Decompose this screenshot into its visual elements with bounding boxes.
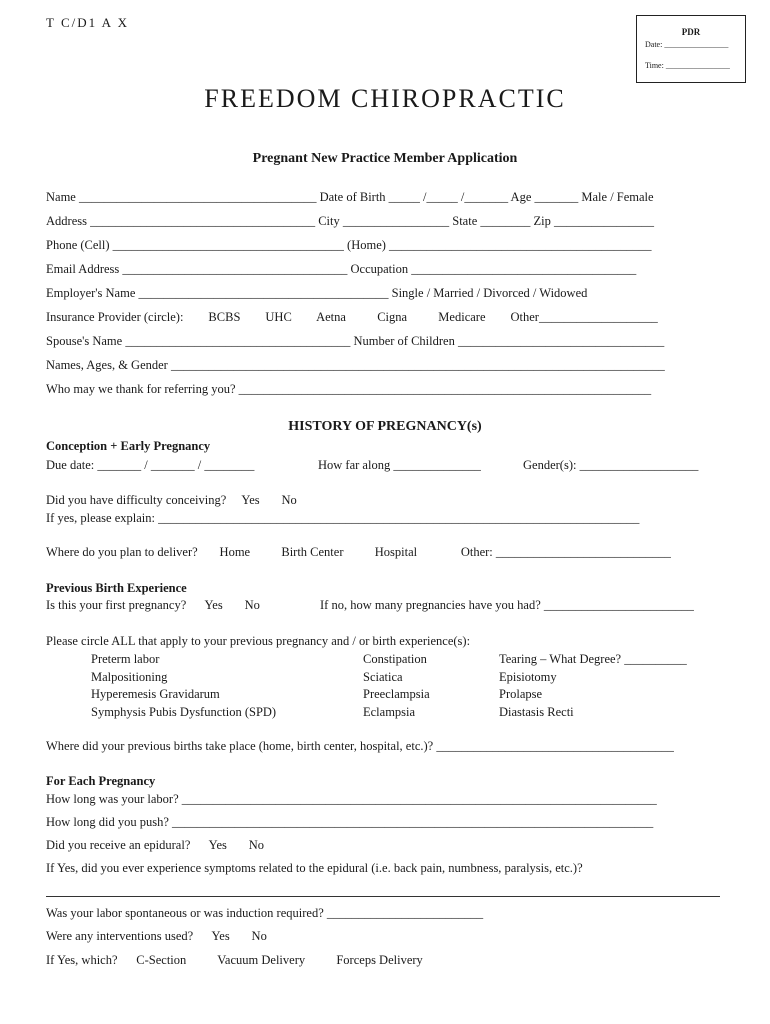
- condition-option[interactable]: Tearing – What Degree? __________: [499, 652, 687, 666]
- employer-marital-field[interactable]: Employer's Name ________________________________________ Single / Married / Divorced / Widowed: [46, 286, 588, 300]
- condition-option[interactable]: Eclampsia: [363, 705, 416, 719]
- pdr-title: PDR: [681, 27, 701, 37]
- pregnancy-count-field[interactable]: If no, how many pregnancies have you had? ________________________: [320, 598, 694, 612]
- address-field[interactable]: Address ____________________________________ City _________________ State ________ Zip ________________: [46, 214, 654, 228]
- form-code: T C/D1 A X: [46, 15, 129, 30]
- clinic-name: FREEDOM CHIROPRACTIC: [204, 84, 566, 113]
- condition-option[interactable]: Constipation: [363, 652, 427, 666]
- pdr-time-field[interactable]: Time: ________________: [645, 61, 730, 70]
- first-pregnancy-question[interactable]: Is this your first pregnancy? Yes No: [46, 598, 260, 612]
- condition-option[interactable]: Diastasis Recti: [499, 705, 574, 719]
- epidural-symptoms-answer-line[interactable]: [46, 896, 720, 897]
- how-far-along-field[interactable]: How far along ______________: [318, 458, 481, 472]
- epidural-question[interactable]: Did you receive an epidural? Yes No: [46, 838, 265, 852]
- name-dob-age-sex-field[interactable]: Name ______________________________________ Date of Birth _____ /_____ /_______ Age _______ Male / Female: [46, 190, 654, 204]
- intervention-type-question[interactable]: If Yes, which? C-Section Vacuum Delivery Forceps Delivery: [46, 953, 423, 967]
- push-length-field[interactable]: How long did you push? _____________________________________________________________________________: [46, 815, 654, 829]
- children-details-field[interactable]: Names, Ages, & Gender _______________________________________________________________________________: [46, 358, 665, 372]
- condition-option[interactable]: Hyperemesis Gravidarum: [91, 687, 220, 701]
- pdr-date-field[interactable]: Date: ________________: [645, 40, 729, 49]
- difficulty-conceiving-question[interactable]: Did you have difficulty conceiving? Yes No: [46, 493, 297, 507]
- each-pregnancy-heading: For Each Pregnancy: [46, 774, 156, 788]
- phone-field[interactable]: Phone (Cell) _____________________________________ (Home) __________________________________________: [46, 238, 652, 252]
- labor-spontaneous-field[interactable]: Was your labor spontaneous or was induction required? _________________________: [46, 906, 484, 920]
- referral-field[interactable]: Who may we thank for referring you? __________________________________________________________________: [46, 382, 652, 396]
- previous-birth-heading: Previous Birth Experience: [46, 581, 187, 595]
- gender-field[interactable]: Gender(s): ___________________: [523, 458, 699, 472]
- pdr-box: [636, 15, 746, 83]
- due-date-field[interactable]: Due date: _______ / _______ / ________: [46, 458, 255, 472]
- condition-option[interactable]: Prolapse: [499, 687, 543, 701]
- condition-option[interactable]: Preeclampsia: [363, 687, 430, 701]
- delivery-location-question[interactable]: Where do you plan to deliver? Home Birth Center Hospital Other: ____________________________: [46, 545, 671, 559]
- insurance-provider-field[interactable]: Insurance Provider (circle): BCBS UHC Aetna Cigna Medicare Other___________________: [46, 310, 658, 324]
- interventions-question[interactable]: Were any interventions used? Yes No: [46, 929, 267, 943]
- spouse-children-field[interactable]: Spouse's Name ____________________________________ Number of Children _________________________________: [46, 334, 665, 348]
- condition-option[interactable]: Symphysis Pubis Dysfunction (SPD): [91, 705, 277, 719]
- epidural-symptoms-question: If Yes, did you ever experience symptoms related to the epidural (i.e. back pain, numbness, paralysis, etc.)?: [46, 861, 583, 875]
- explain-field[interactable]: If yes, please explain: _____________________________________________________________________________: [46, 511, 640, 525]
- condition-option[interactable]: Preterm labor: [91, 652, 160, 666]
- condition-option[interactable]: Episiotomy: [499, 670, 557, 684]
- condition-option[interactable]: Malpositioning: [91, 670, 168, 684]
- previous-births-location-field[interactable]: Where did your previous births take place (home, birth center, hospital, etc.)? ______________________________________: [46, 739, 674, 753]
- conception-heading: Conception + Early Pregnancy: [46, 439, 211, 453]
- condition-option[interactable]: Sciatica: [363, 670, 403, 684]
- email-occupation-field[interactable]: Email Address ____________________________________ Occupation ____________________________________: [46, 262, 637, 276]
- labor-length-field[interactable]: How long was your labor? ____________________________________________________________________________: [46, 792, 657, 806]
- form-title: Pregnant New Practice Member Application: [252, 151, 518, 166]
- history-section-title: HISTORY OF PREGNANCY(s): [288, 419, 482, 434]
- circle-all-instruction: Please circle ALL that apply to your previous pregnancy and / or birth experience(s):: [46, 634, 471, 648]
